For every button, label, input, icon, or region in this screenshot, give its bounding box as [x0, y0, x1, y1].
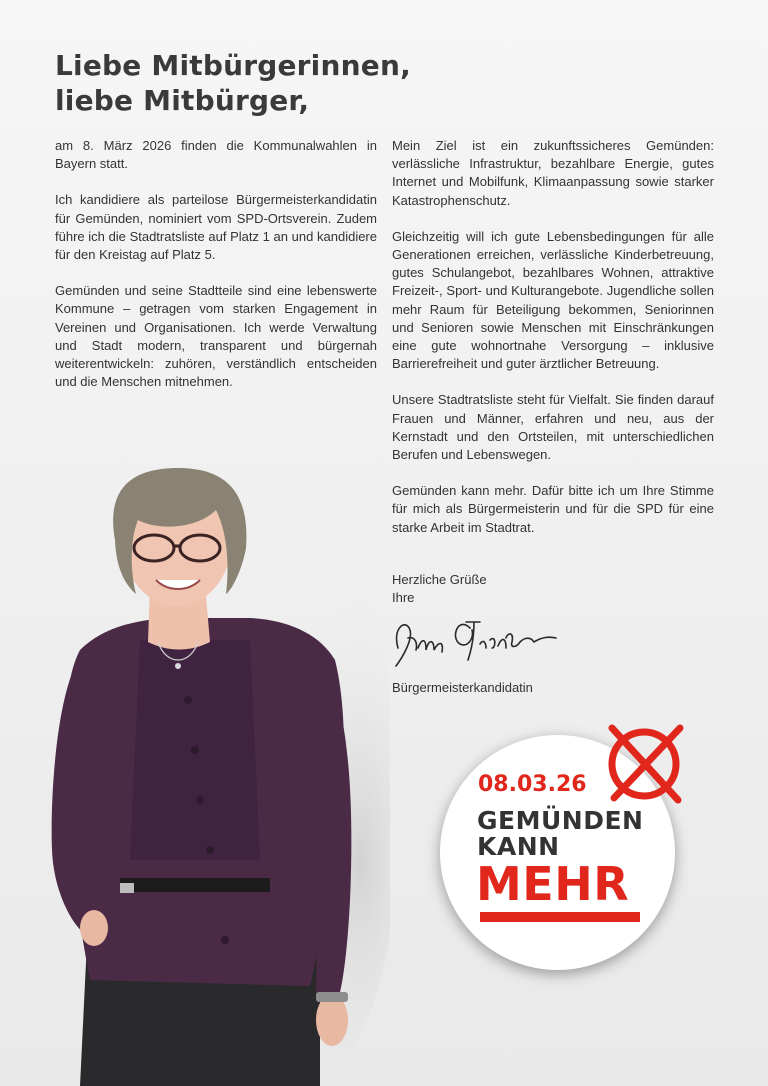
paragraph: Unsere Stadtratsliste steht für Vielfalt. Sie finden darauf Frauen und Männer, erfahren und neu, aus der Kernstadt und den Ortsteilen, mit unterschiedlichen Berufen und Lebenswegen.: [392, 392, 714, 463]
candidate-role: Bürgermeisterkandidatin: [392, 680, 533, 695]
headline-line-1: Liebe Mitbürgerinnen,: [55, 49, 411, 82]
badge-underline: [480, 912, 640, 922]
paragraph: Gemünden und seine Stadtteile sind eine lebenswerte Kommune – getragen vom starken Engagement in Vereinen und Organisationen. Ich werde Verwaltung und Stadt modern, transparent und bürgernah weiterentwickeln: zuhören, verständlich entscheiden und die Menschen mitnehmen.: [55, 283, 377, 390]
ballot-cross-icon: [598, 718, 690, 810]
closing-greeting: Herzliche Grüße: [392, 572, 487, 587]
paragraph: am 8. März 2026 finden die Kommunalwahlen in Bayern statt.: [55, 138, 377, 172]
paragraph: Ich kandidiere als parteilose Bürgermeisterkandidatin für Gemünden, nominiert vom SPD-Ortsverein. Zudem führe ich die Stadtratsliste auf Platz 1 an und kandidiere für den Kreistag auf Platz 5.: [55, 192, 377, 263]
paragraph: Gleichzeitig will ich gute Lebensbedingungen für alle Generationen erreichen, verlässliche Kinderbetreuung, gutes Schulangebot, bezahlbares Wohnen, attraktive Freizeit-, Sport- und Kulturangebote. Jugendliche sollen mehr Raum für Beteiligung bekommen, Seniorinnen und Senioren sowie Menschen mit Einschränkungen eine gute wohnortnahe Versorgung – inklusive Barrierefreiheit und guter ärztlicher Betreuung.: [392, 228, 714, 372]
badge-slogan-big: MEHR: [476, 857, 630, 911]
right-text-column: [392, 137, 714, 555]
closing-ihre: Ihre: [392, 590, 415, 606]
left-text-column: [55, 137, 377, 409]
badge-date: 08.03.26: [478, 772, 587, 797]
paragraph: Gemünden kann mehr. Dafür bitte ich um Ihre Stimme für mich als Bürgermeisterin und für die SPD für eine starke Arbeit im Stadtrat.: [392, 483, 714, 535]
candidate-photo: [20, 380, 390, 1086]
page-headline: [55, 48, 411, 118]
closing-block: [392, 571, 487, 607]
badge-slogan-line-2: KANN: [477, 832, 560, 861]
handwritten-signature: [388, 608, 563, 670]
badge-slogan-line-1: GEMÜNDEN: [477, 806, 644, 835]
paragraph: Mein Ziel ist ein zukunftssicheres Gemünden: verlässliche Infrastruktur, bezahlbare Energie, gutes Internet und Mobilfunk, Klimaanpassung sowie starker Katastrophenschutz.: [392, 138, 714, 208]
headline-line-2: liebe Mitbürger,: [55, 84, 310, 117]
